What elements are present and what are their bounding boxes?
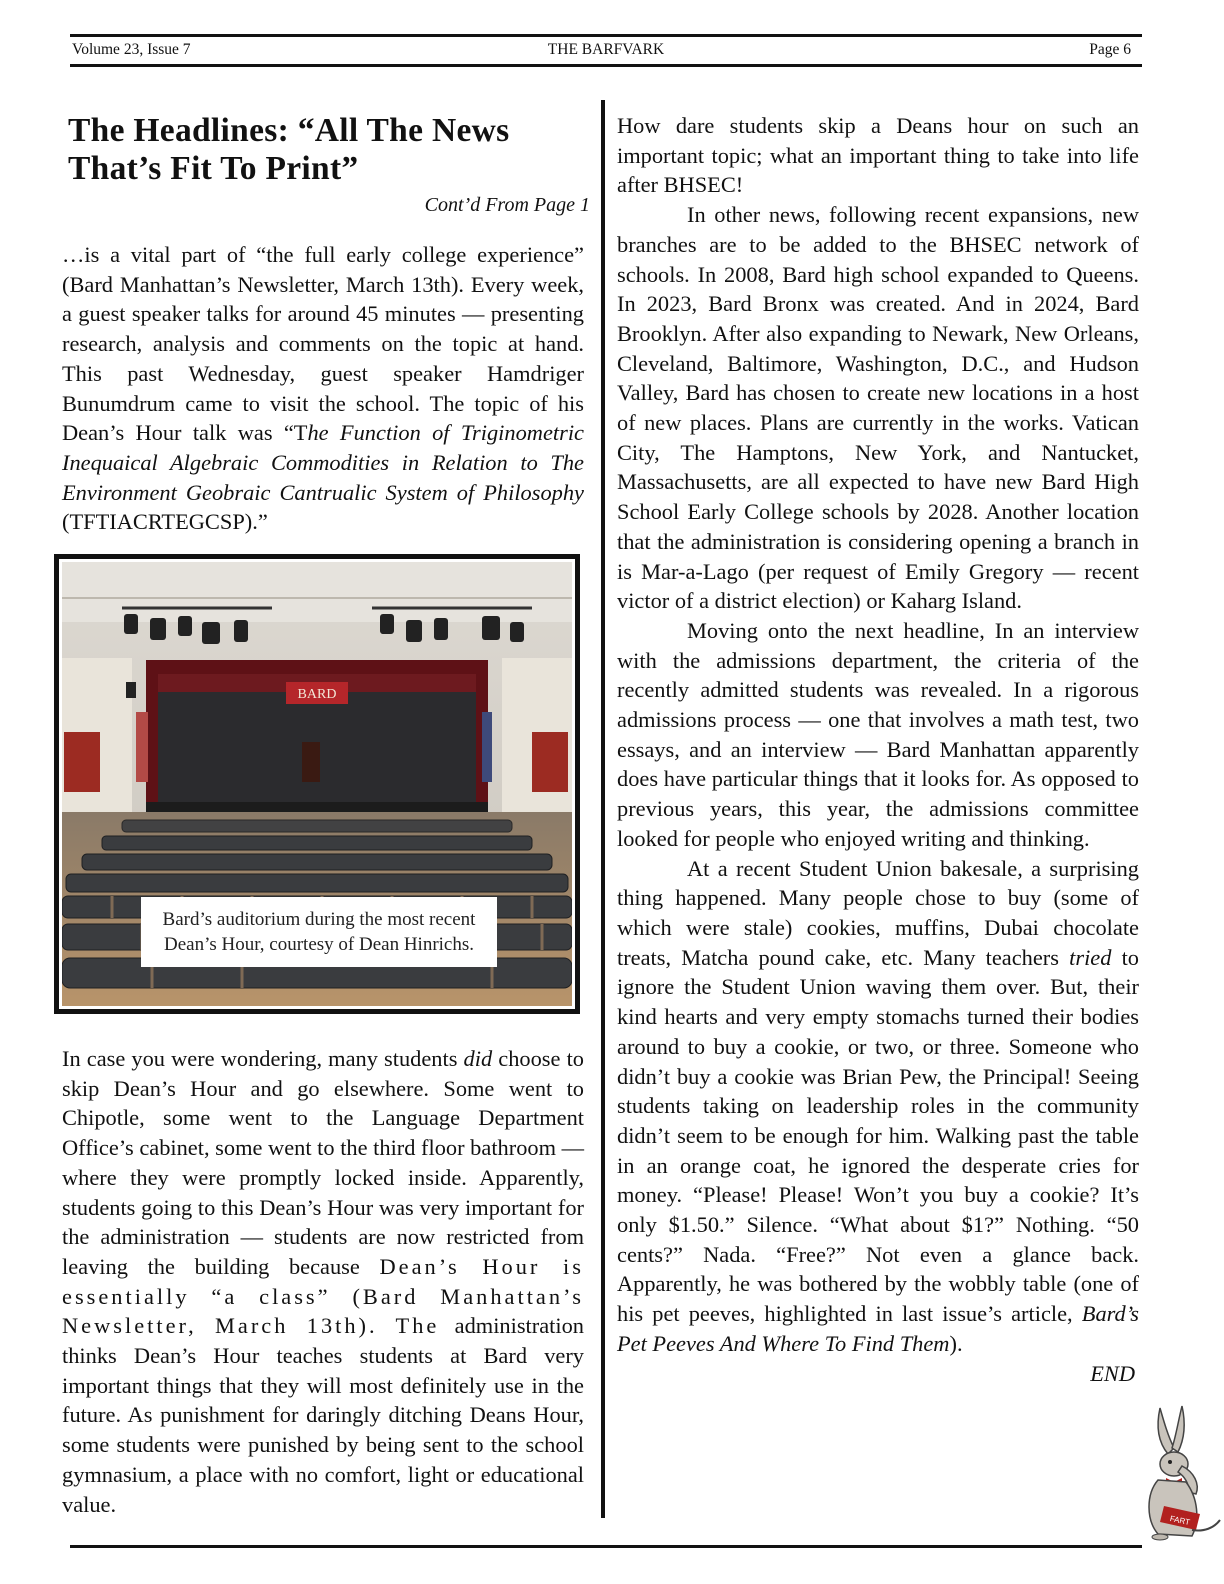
- skip-spaced: Dean’s Hour is essentially “a class” (Bard Manhattan’s Newsletter, March 13th). The: [62, 1253, 584, 1339]
- volume-issue: Volume 23, Issue 7: [72, 41, 191, 58]
- auditorium-photo: [62, 562, 572, 1006]
- footer-rule: [70, 1545, 1142, 1548]
- expansion-paragraph: In other news, following recent expansions, new branches are to be added to the BHSEC network of schools. In 2008, Bard high school expanded to Queens. In 2023, Bard Bronx was created. And in 2024, Bard Brooklyn. After also expanding to Newark, New Orleans, Cleveland, Baltimore, Washington, D.C., and Hudson Valley, Bard has chosen to create new locations in a host of new places. Plans are currently in the works. Vatican City, The Hamptons, New York, and Nantucket, Massachusetts, are all expected to have new Bard High School Early College schools by 2028. Another location that the administration is considering opening a branch in is Mar-a-Lago (per request of Emily Gregory — recent victor of a district election) or Kaharg Island.: [617, 202, 1139, 614]
- admissions-paragraph: Moving onto the next headline, In an interview with the admissions department, the criteria of the recently admitted students was revealed. In a rigorous admissions process — one that involves a math test, two essays, and an interview — Bard Manhattan apparently does have particular things that it looks for. As opposed to previous years, this year, the admissions committee looked for people who enjoyed writing and thinking.: [617, 617, 1139, 851]
- mascot-badge: FART: [1169, 1513, 1191, 1528]
- auditorium-photo-frame: [54, 554, 580, 1014]
- bakesale-text-2: to ignore the Student Union waving them over. But, their kind hearts and very empty stomachs turned their bodies around to buy a cookie, or two, or three. Someone who didn’t buy a cookie was Brian Pew, the Principal! Seeing students taking on leadership roles in the community didn’t seem to be enough for him. Walking past the table in an orange coat, he ignored the desperate cries for money. “Please! Please! Won’t you buy a cookie? It’s only $1.50.” Silence. “What about $1?” Nothing. “50 cents?” Nada. “Free?” Not even a glance back. Apparently, he was bothered by the wobbly table (one of his pet peeves, highlighted in last issue’s article,: [617, 944, 1140, 1327]
- intro-paragraph: [62, 240, 584, 537]
- skip-continued-paragraph: How dare students skip a Deans hour on such an important topic; what an important thing to take into life after BHSEC!: [617, 113, 1139, 198]
- publication-name: THE BARFVARK: [547, 41, 665, 58]
- intro-text-1: …is a vital part of “the full early college experience” (Bard Manhattan’s Newsletter, March 13th). Every week, a guest speaker talks for around 45 minutes — presenting research, analysis and comments on the topic at hand. This past Wednesday, guest speaker Hamdriger Bunumdrum came to visit the school. The topic of his Dean’s Hour talk was “T: [62, 242, 584, 446]
- header-rule-top: [70, 34, 1142, 37]
- referenced-article-title: Bard’s Pet Peeves And Where To Find Them: [617, 1301, 1139, 1356]
- column-divider: [601, 100, 605, 1518]
- skip-emphasis: did: [463, 1046, 493, 1071]
- stage-sign: BARD: [297, 687, 337, 702]
- bakesale-paragraph: [617, 854, 1139, 1359]
- continued-from: Cont’d From Page 1: [424, 194, 590, 216]
- bakesale-text-3: ).: [949, 1330, 963, 1356]
- skip-paragraph: [62, 1044, 584, 1519]
- skip-text-3: administration thinks Dean’s Hour teaches students at Bard very important things that they will most definitely use in the future. As punishment for daringly ditching Deans Hour, some students were punished by being sent to the school gymnasium, a place with no comfort, light or educational value.: [62, 1313, 584, 1517]
- header-rule-bottom: [70, 64, 1142, 67]
- aardvark-mascot-icon: [1138, 1402, 1224, 1542]
- photo-caption: Bard’s auditorium during the most recent Dean’s Hour, courtesy of Dean Hinrichs.: [141, 897, 497, 967]
- left-column-lower: [62, 1044, 584, 1519]
- intro-text-2: (TFTIACRTEGCSP).”: [62, 509, 268, 535]
- end-marker: END: [1090, 1360, 1135, 1386]
- talk-title: he Function of Triginometric Inequaical Algebraic Commodities in Relation to The Environment Geobraic Cantrualic System of Philosophy: [62, 420, 584, 505]
- bakesale-emphasis: tried: [1069, 944, 1112, 970]
- article-headline: The Headlines: “All The News That’s Fit To Print”: [68, 112, 510, 187]
- page-number: Page 6: [1089, 41, 1131, 58]
- right-column: [617, 111, 1139, 1388]
- left-column: [62, 112, 590, 537]
- skip-text-2: choose to skip Dean’s Hour and go elsewhere. Some went to Chipotle, some went to the Language Department Office’s cabinet, some went to the third floor bathroom — where they were promptly locked inside. Apparently, students going to this Dean’s Hour was very important for the administration — students are now restricted from leaving the building because: [62, 1046, 584, 1279]
- bakesale-text-1: At a recent Student Union bakesale, a surprising thing happened. Many people chose to buy (some of which were stale) cookies, muffins, Dubai chocolate treats, Matcha pound cake, etc. Many teachers: [617, 855, 1139, 970]
- skip-text-1: In case you were wondering, many students: [62, 1046, 464, 1071]
